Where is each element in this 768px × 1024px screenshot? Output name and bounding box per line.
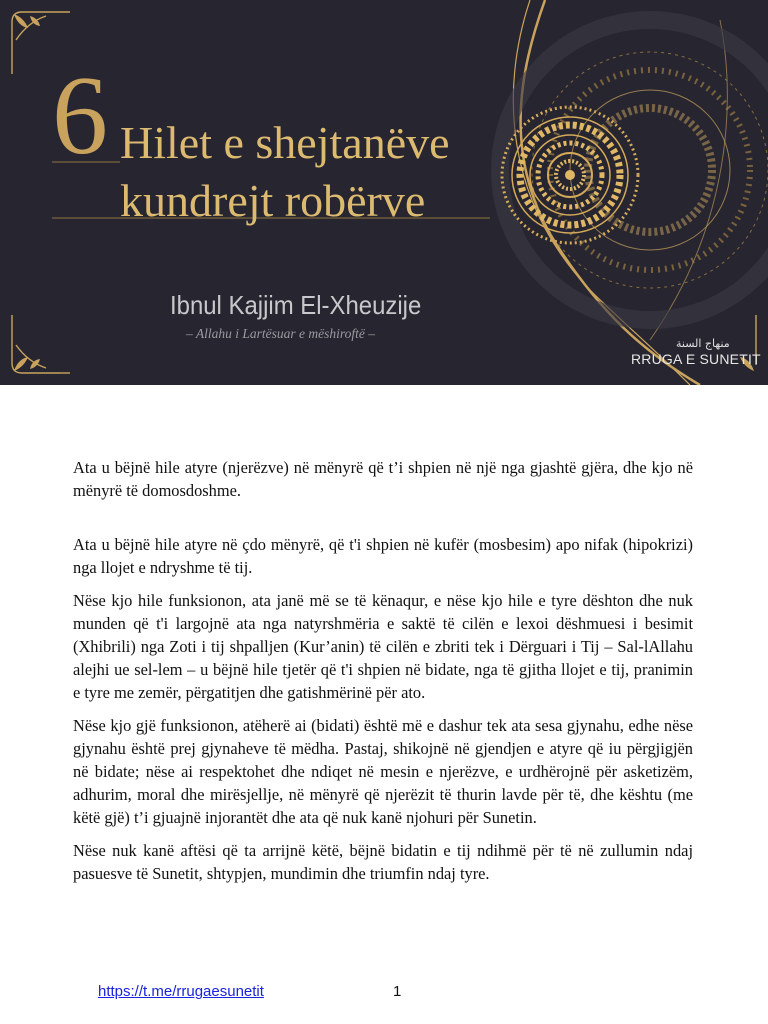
paragraph: Nëse kjo hile funksionon, ata janë më se të kënaqur, e nëse kjo hile e tyre dështon dhe nuk munden që t'i largojnë ata nga natyrshmëria e saktë të cilën e lexoi dëshmuesi i besimit (Xhibrili) nga Zoti i tij shpalljen (Kur’anin) të cilën e zbriti tek i Dërguari i Tij – Sal-lAllahu alejhi ue sel-lem – u bëjnë hile tjetër që t'i shpien në bidate, nga të gjitha llojet e tij, pranimin e tyre me zemër, përgatitjen dhe gatishmërinë për ato. xyxy=(73,591,693,702)
body-text xyxy=(73,456,693,895)
logo-text: RRUGA E SUNETIT xyxy=(631,351,761,367)
paragraph: Nëse kjo gjë funksionon, atëherë ai (bidati) është më e dashur tek ata sesa gjynahu, edhe nëse gjynahu është prej gjynaheve të mëdha. Pastaj, shikojnë në gjendjen e atyre që iu përgjigjën në bidate; nëse ai respektohet dhe ndiqet në mesin e njerëzve, e urdhërojnë për asketizëm, adhurim, moral dhe mirësjellje, në mënyrë që njerëzit të thurin lavde për të, dhe kështu (me këtë gjë) t’i gjuajnë injorantët dhe ata që nuk kanë njohuri për Sunetin. xyxy=(73,716,693,827)
cover-banner xyxy=(0,0,768,385)
telegram-link[interactable]: https://t.me/rrugaesunetit xyxy=(98,983,264,1000)
page-number: 1 xyxy=(393,983,402,1000)
title-line-1: Hilet e shejtanëve xyxy=(120,117,450,168)
title-line-2: kundrejt robërve xyxy=(120,175,426,226)
logo-arabic: منهاج السنة xyxy=(676,337,730,350)
paragraph: Ata u bëjnë hile atyre (njerëzve) në mënyrë që t’i shpien në një nga gjashtë gjëra, dhe kjo në mënyrë të domosdoshme. xyxy=(73,458,693,500)
chapter-number: 6 xyxy=(52,54,108,178)
gold-mandala-icon xyxy=(502,107,638,243)
author-name: Ibnul Kajjim El-Xheuzije xyxy=(170,290,422,320)
paragraph: Nëse nuk kanë aftësi që ta arrijnë këtë, bëjnë bidatin e tij ndihmë për të në zullumin ndaj pasuesve të Sunetit, shtypjen, mundimin dhe triumfin ndaj tyre. xyxy=(73,841,693,883)
author-subtitle: – Allahu i Lartësuar e mëshiroftë – xyxy=(186,326,375,341)
mandala-icon xyxy=(500,20,768,320)
paragraph: Ata u bëjnë hile atyre në çdo mënyrë, që t'i shpien në kufër (mosbesim) apo nifak (hipokrizi) nga llojet e ndryshme të tij. xyxy=(73,535,693,577)
